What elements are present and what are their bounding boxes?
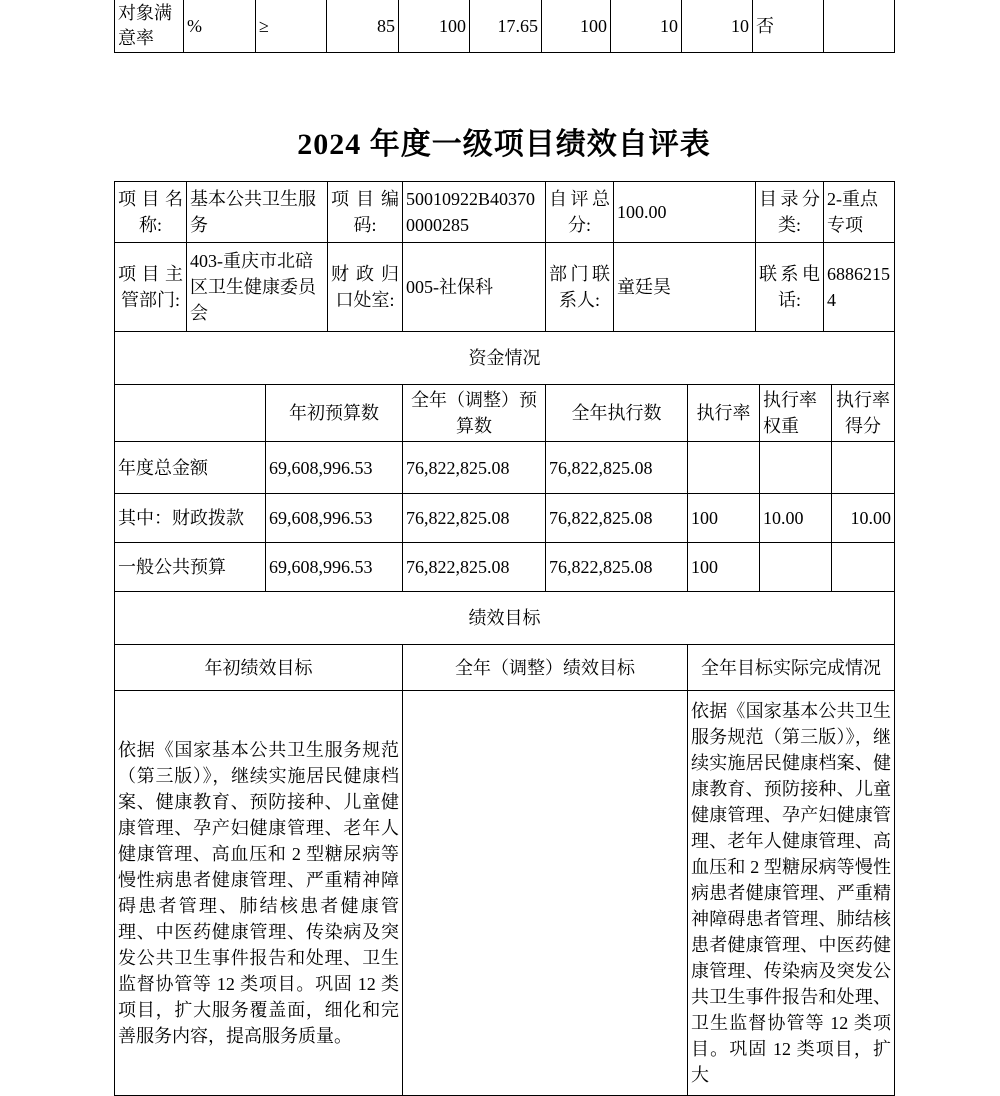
- indicator-weight-cell: 17.65: [470, 0, 542, 53]
- funding-row-fiscal: [115, 494, 895, 543]
- fiscal-office-value: 005-社保科: [403, 243, 546, 332]
- phone-label: 联系电话:: [756, 243, 824, 332]
- indicator-deviation-cell: 否: [753, 0, 824, 53]
- indicator-empty-cell: [824, 0, 895, 53]
- goals-header-row: [115, 645, 895, 691]
- funding-header-initial-budget: 年初预算数: [266, 385, 403, 442]
- rate-value: 100: [688, 494, 760, 543]
- document-page: [114, 0, 894, 1096]
- department-label: 项目主管部门:: [115, 243, 187, 332]
- goals-content-row: [115, 691, 895, 1096]
- indicator-unit-cell: %: [184, 0, 256, 53]
- executed-value: 76,822,825.08: [546, 543, 688, 592]
- performance-goals-table: [114, 591, 895, 1096]
- funding-row-total: [115, 442, 895, 494]
- rate-score-value: [832, 543, 895, 592]
- indicator-score-cell: 10: [682, 0, 753, 53]
- funding-header-rate-weight: 执行率权重: [760, 385, 832, 442]
- rate-weight-value: [760, 543, 832, 592]
- adjusted-goal-text: [403, 691, 688, 1096]
- performance-section-row: [115, 592, 895, 645]
- fiscal-office-label: 财政归口处室:: [328, 243, 403, 332]
- funding-header-blank: [115, 385, 266, 442]
- goals-header-adjusted: 全年（调整）绩效目标: [403, 645, 688, 691]
- indicator-operator-cell: ≥: [256, 0, 327, 53]
- funding-header-rate: 执行率: [688, 385, 760, 442]
- goals-header-actual: 全年目标实际完成情况: [688, 645, 895, 691]
- project-name-value: 基本公共卫生服务: [187, 182, 328, 243]
- project-info-row-2: [115, 243, 895, 332]
- project-code-label: 项目编码:: [328, 182, 403, 243]
- self-score-label: 自评总分:: [546, 182, 614, 243]
- indicator-points-cell: 10: [611, 0, 682, 53]
- indicator-target-cell: 85: [327, 0, 399, 53]
- rate-score-value: [832, 442, 895, 494]
- funding-row-label: 其中：财政拨款: [115, 494, 266, 543]
- initial-goal-text: 依据《国家基本公共卫生服务规范（第三版）》，继续实施居民健康档案、健康教育、预防接种、儿童健康管理、孕产妇健康管理、老年人健康管理、高血压和 2 型糖尿病等慢性病患者健康管理、严重精神障碍患者管理、肺结核患者健康管理、中医药健康管理、传染病及突发公共卫生事件报告和处理、卫生监督协管等 12 类项目。巩固 12 类项目，扩大服务覆盖面，细化和完善服务内容，提高服务质量。: [115, 691, 403, 1096]
- project-info-table: [114, 181, 895, 332]
- contact-value: 童廷昊: [614, 243, 756, 332]
- rate-weight-value: 10.00: [760, 494, 832, 543]
- self-score-value: 100.00: [614, 182, 756, 243]
- funding-section-title: 资金情况: [115, 332, 895, 385]
- adjusted-budget-value: 76,822,825.08: [403, 543, 546, 592]
- funding-header-row: [115, 385, 895, 442]
- indicator-row: [115, 0, 895, 53]
- project-name-label: 项目名称:: [115, 182, 187, 243]
- funding-section-row: [115, 332, 895, 385]
- funding-row-label: 年度总金额: [115, 442, 266, 494]
- contact-label: 部门联系人:: [546, 243, 614, 332]
- page-title: 2024 年度一级项目绩效自评表: [297, 128, 711, 161]
- executed-value: 76,822,825.08: [546, 494, 688, 543]
- indicator-rate-cell: 100: [542, 0, 611, 53]
- rate-value: [688, 442, 760, 494]
- funding-row-label: 一般公共预算: [115, 543, 266, 592]
- performance-section-title: 绩效目标: [115, 592, 895, 645]
- rate-value: 100: [688, 543, 760, 592]
- initial-budget-value: 69,608,996.53: [266, 442, 403, 494]
- funding-header-rate-score: 执行率得分: [832, 385, 895, 442]
- executed-value: 76,822,825.08: [546, 442, 688, 494]
- indicator-actual-cell: 100: [399, 0, 470, 53]
- project-info-row-1: [115, 182, 895, 243]
- actual-completion-text: 依据《国家基本公共卫生服务规范（第三版）》，继续实施居民健康档案、健康教育、预防接种、儿童健康管理、孕产妇健康管理、老年人健康管理、高血压和 2 型糖尿病等慢性病患者健康管理、严重精神障碍患者管理、肺结核患者健康管理、中医药健康管理、传染病及突发公共卫生事件报告和处理、卫生监督协管等 12 类项目。巩固 12 类项目，扩大: [688, 691, 895, 1096]
- indicator-name-cell: 对象满意率: [115, 0, 184, 53]
- department-value: 403-重庆市北碚区卫生健康委员会: [187, 243, 328, 332]
- phone-value: 68862154: [824, 243, 895, 332]
- funding-header-executed: 全年执行数: [546, 385, 688, 442]
- category-label: 目录分类:: [756, 182, 824, 243]
- rate-weight-value: [760, 442, 832, 494]
- funding-row-public-budget: [115, 543, 895, 592]
- project-code-value: 50010922B403700000285: [403, 182, 546, 243]
- adjusted-budget-value: 76,822,825.08: [403, 494, 546, 543]
- initial-budget-value: 69,608,996.53: [266, 494, 403, 543]
- rate-score-value: 10.00: [832, 494, 895, 543]
- initial-budget-value: 69,608,996.53: [266, 543, 403, 592]
- adjusted-budget-value: 76,822,825.08: [403, 442, 546, 494]
- goals-header-initial: 年初绩效目标: [115, 645, 403, 691]
- indicator-row-table: [114, 0, 895, 53]
- category-value: 2-重点专项: [824, 182, 895, 243]
- funding-header-adjusted-budget: 全年（调整）预算数: [403, 385, 546, 442]
- funding-table: [114, 331, 895, 592]
